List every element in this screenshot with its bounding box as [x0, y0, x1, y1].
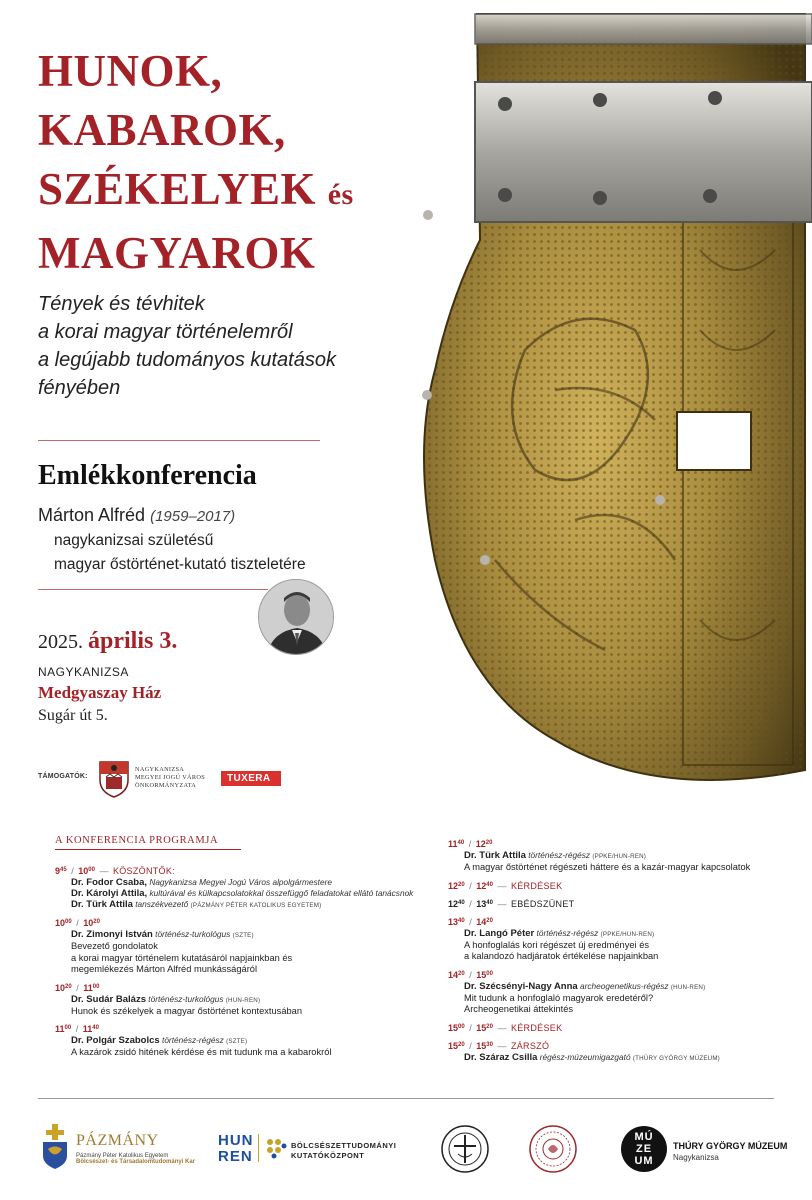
- time-separator: /: [68, 866, 77, 876]
- event-date: [38, 628, 177, 655]
- pazmany-logo-text: [76, 1132, 195, 1165]
- speaker: [448, 981, 788, 993]
- speaker-affiliation: (SZTE): [226, 1038, 248, 1045]
- time-start: $9^{45}$: [55, 866, 67, 876]
- sabretache-plate-image: [405, 0, 812, 800]
- time-start: $12^{20}$: [448, 880, 465, 891]
- time-end: $15^{20}$: [476, 1022, 493, 1033]
- time-end: $11^{40}$: [82, 1024, 99, 1034]
- time-start: $10^{20}$: [55, 982, 72, 993]
- ppke-seal-icon: [440, 1124, 490, 1174]
- program-column-right: [448, 839, 788, 1071]
- title-word-es: és: [327, 178, 354, 211]
- city-gov-line: MEGYEI JOGÚ VÁROS: [135, 774, 206, 781]
- subtitle-line: fényében: [38, 377, 121, 399]
- time-slot: [55, 866, 425, 877]
- museum-logo-text: [673, 1141, 787, 1162]
- title-line-2: KABAROK,: [38, 105, 286, 155]
- talk-topic: [55, 1047, 425, 1059]
- time-start: $15^{20}$: [448, 1040, 465, 1051]
- pazmany-faculty: Bölcsészet- és Társadalomtudományi Kar: [76, 1159, 196, 1165]
- time-end: $14^{20}$: [476, 916, 493, 927]
- museum-city: Nagykanizsa: [673, 1153, 719, 1162]
- pazmany-university: Pázmány Péter Katolikus Egyetem: [76, 1153, 169, 1159]
- honoree-block: [38, 503, 368, 577]
- time-end: $12^{20}$: [475, 839, 493, 849]
- program-item: [448, 917, 788, 963]
- time-separator: /: [466, 1040, 475, 1051]
- speaker-role: kultúrával és külkapcsolatokkal összefüggő feladatokat ellátó tanácsnok: [149, 888, 414, 898]
- museum-logo: [621, 1126, 667, 1172]
- event-year: 2025.: [38, 631, 83, 653]
- program-item: [55, 918, 425, 976]
- speaker: [55, 888, 425, 899]
- time-separator: /: [466, 898, 475, 909]
- topic-line: A magyar őstörténet régészeti háttere és a kazár-magyar kapcsolatok: [464, 862, 751, 872]
- topic-line: Bevezető gondolatok: [71, 941, 158, 951]
- speaker: [448, 928, 788, 940]
- event-dash: —: [497, 1040, 507, 1051]
- hunren-center-name: [291, 1141, 396, 1161]
- pazmany-crest-icon: [38, 1122, 72, 1170]
- speaker-name: Dr. Zimonyi István: [71, 929, 153, 940]
- program-item: [55, 1024, 425, 1059]
- time-separator: /: [73, 982, 82, 993]
- speaker-role: régész-múzeumigazgató: [539, 1051, 631, 1062]
- program-title: A KONFERENCIA PROGRAMJA: [55, 835, 219, 846]
- speaker: [55, 877, 425, 888]
- city-gov-line: NAGYKANIZSA: [135, 766, 185, 773]
- hunren-line: REN: [218, 1148, 253, 1165]
- speaker-name: Dr. Türk Attila: [71, 899, 133, 910]
- event-day: április 3.: [88, 628, 178, 654]
- time-start: $11^{00}$: [55, 1024, 72, 1034]
- event-dash: —: [99, 866, 109, 876]
- event-label: KÖSZÖNTŐK:: [112, 866, 175, 876]
- honoree-description: magyar őstörténet-kutató tiszteletére: [54, 556, 306, 573]
- speaker-name: Dr. Száraz Csilla: [464, 1051, 538, 1063]
- title-line-3: [38, 160, 354, 224]
- speaker-role: történész-régész: [162, 1035, 224, 1045]
- talk-topic: [448, 940, 788, 963]
- time-separator: /: [466, 839, 474, 849]
- honoree-name-line: [38, 503, 368, 529]
- speaker-name: Dr. Sudár Balázs: [71, 993, 146, 1005]
- topic-line: Archeogenetikai áttekintés: [464, 1004, 574, 1014]
- speaker-affiliation: (PPKE/HUN-REN): [600, 930, 655, 938]
- time-end: $10^{20}$: [83, 918, 100, 928]
- museum-logo-line: UM: [634, 1155, 654, 1167]
- divider: [38, 589, 268, 590]
- event-label: KÉRDÉSEK: [510, 1022, 563, 1033]
- time-end: $12^{40}$: [476, 880, 493, 891]
- museum-name: THÚRY GYÖRGY MÚZEUM: [673, 1141, 788, 1151]
- event-dash: —: [497, 880, 507, 891]
- time-separator: /: [73, 1024, 81, 1034]
- program-item: [448, 1023, 788, 1034]
- time-slot: [448, 917, 788, 928]
- speaker-role: történész-turkológus: [155, 929, 231, 939]
- speaker-affiliation: (SZTE): [232, 932, 254, 939]
- divider: [38, 440, 320, 441]
- conference-title: Emlékkonferencia: [38, 460, 257, 491]
- subtitle-line: a korai magyar történelemről: [38, 321, 293, 343]
- program-item: [448, 899, 788, 910]
- city-crest-icon: [96, 758, 132, 798]
- event-label: KÉRDÉSEK: [510, 880, 563, 891]
- time-slot: [55, 983, 425, 994]
- program-item: [448, 839, 788, 874]
- honoree-years: (1959–2017): [150, 508, 236, 525]
- speaker-name: Dr. Károlyi Attila,: [71, 888, 148, 899]
- time-separator: /: [466, 880, 475, 891]
- speaker: [55, 994, 425, 1006]
- speaker: [448, 850, 788, 862]
- program-item: [448, 881, 788, 892]
- time-end: $15^{30}$: [476, 1040, 493, 1051]
- hunren-center-line: KUTATÓKÖZPONT: [291, 1151, 365, 1160]
- program-title-underline: [55, 849, 241, 850]
- speaker: [55, 899, 425, 911]
- topic-line: a kalandozó hadjáratok értékelése napjainkban: [464, 951, 659, 961]
- time-slot: [55, 1024, 425, 1035]
- time-end: $11^{00}$: [83, 982, 100, 993]
- talk-topic: [448, 862, 788, 874]
- event-dash: —: [497, 1022, 507, 1033]
- subtitle-line: Tények és tévhitek: [38, 293, 205, 315]
- event-label: EBÉDSZÜNET: [510, 898, 575, 909]
- time-separator: /: [466, 969, 475, 980]
- hunren-separator: [258, 1134, 259, 1162]
- subtitle: [38, 290, 398, 402]
- time-slot: [448, 839, 788, 850]
- subtitle-line: a legújabb tudományos kutatások: [38, 349, 336, 371]
- time-end: $10^{00}$: [78, 866, 95, 876]
- time-separator: /: [73, 918, 82, 928]
- talk-topic: [55, 1006, 425, 1018]
- museum-logo-line: MÚ: [634, 1131, 654, 1143]
- speaker-role: Nagykanizsa Megyei Jogú Város alpolgármestere: [149, 877, 332, 887]
- event-venue: Medgyaszay Ház: [38, 683, 162, 702]
- topic-line: Mit tudunk a honfoglaló magyarok eredetéről?: [464, 992, 654, 1003]
- speaker-name: Dr. Polgár Szabolcs: [71, 1035, 160, 1046]
- time-slot: [448, 899, 788, 910]
- time-slot: [448, 1023, 788, 1034]
- speaker-role: tanszékvezető: [135, 899, 189, 909]
- event-city: NAGYKANIZSA: [38, 665, 129, 679]
- speaker-role: történész-régész: [536, 927, 599, 938]
- speaker-affiliation: (PPKE/HUN-REN): [592, 853, 647, 860]
- time-start: $12^{40}$: [448, 898, 465, 909]
- title-line-1: HUNOK,: [38, 46, 223, 96]
- honoree-name: Márton Alfréd: [38, 505, 146, 525]
- talk-topic: [55, 941, 425, 976]
- time-start: $13^{40}$: [448, 916, 465, 927]
- time-end: $15^{00}$: [476, 969, 493, 980]
- time-slot: [448, 1041, 788, 1052]
- speaker-role: archeogenetikus-régész: [580, 980, 669, 991]
- speaker: [55, 1035, 425, 1047]
- event-dash: —: [497, 898, 507, 909]
- speaker-role: történész-régész: [528, 850, 591, 860]
- time-start: $14^{20}$: [448, 969, 465, 980]
- pazmany-name: PÁZMÁNY: [76, 1132, 159, 1149]
- program-item: [448, 970, 788, 1016]
- time-start: $11^{40}$: [448, 839, 465, 849]
- title-line-4: MAGYAROK: [38, 228, 316, 278]
- time-start: $15^{00}$: [448, 1022, 465, 1033]
- title-word-szekelyek: SZÉKELYEK: [38, 164, 316, 214]
- speaker: [55, 929, 425, 941]
- event-label: ZÁRSZÓ: [510, 1040, 550, 1051]
- topic-line: Hunok és székelyek a magyar őstörténet kontextusában: [71, 1005, 303, 1016]
- event-address: Sugár út 5.: [38, 707, 108, 724]
- hunren-center-line: BÖLCSÉSZETTUDOMÁNYI: [291, 1141, 397, 1150]
- supporters-label: TÁMOGATÓK:: [38, 773, 88, 780]
- speaker-name: Dr. Langó Péter: [464, 927, 535, 939]
- tuxera-logo: TUXERA: [221, 771, 281, 786]
- speaker-affiliation: (HUN-REN): [670, 983, 706, 991]
- talk-topic: [448, 993, 788, 1016]
- honoree-description: nagykanizsai születésű: [54, 532, 214, 549]
- speaker-role: történész-turkológus: [148, 993, 224, 1004]
- city-government-text: [135, 766, 205, 790]
- speaker-name: Dr. Szécsényi-Nagy Anna: [464, 980, 578, 992]
- speaker-name: Dr. Fodor Csaba,: [71, 877, 148, 888]
- program-column-left: [55, 866, 425, 1066]
- speaker: [448, 1052, 788, 1064]
- time-slot: [55, 918, 425, 929]
- time-separator: /: [466, 1022, 475, 1033]
- speaker-affiliation: (PÁZMÁNY PÉTER KATOLIKUS EGYETEM): [190, 902, 322, 909]
- hunren-dots-icon: [265, 1137, 287, 1159]
- time-separator: /: [466, 916, 475, 927]
- main-title: [38, 42, 354, 283]
- honoree-portrait: [258, 579, 334, 655]
- program-item: [55, 983, 425, 1018]
- topic-line: a korai magyar történelem kutatásáról napjainkban és: [71, 952, 293, 963]
- time-start: $10^{00}$: [55, 918, 72, 928]
- speaker-affiliation: (HUN-REN): [225, 996, 261, 1004]
- footer-divider: [38, 1098, 774, 1099]
- time-slot: [448, 881, 788, 892]
- time-slot: [448, 970, 788, 981]
- topic-line: A honfoglalás kori régészet új eredményei és: [464, 939, 650, 950]
- hunren-logo: [218, 1133, 254, 1165]
- museum-logo-line: ZE: [635, 1143, 653, 1155]
- topic-line: megemlékezés Márton Alfréd munkásságáról: [71, 964, 258, 974]
- speaker-affiliation: (THÚRY GYÖRGY MÚZEUM): [632, 1054, 720, 1062]
- city-gov-line: ÖNKORMÁNYZATA: [135, 782, 197, 789]
- time-end: $13^{40}$: [476, 898, 493, 909]
- speaker-name: Dr. Türk Attila: [464, 850, 526, 861]
- program-item: [448, 1041, 788, 1064]
- hunren-line: HUN: [218, 1132, 254, 1149]
- program-item: [55, 866, 425, 911]
- society-seal-icon: [528, 1124, 578, 1174]
- topic-line: A kazárok zsidó hitének kérdése és mit tudunk ma a kabarokról: [71, 1047, 332, 1057]
